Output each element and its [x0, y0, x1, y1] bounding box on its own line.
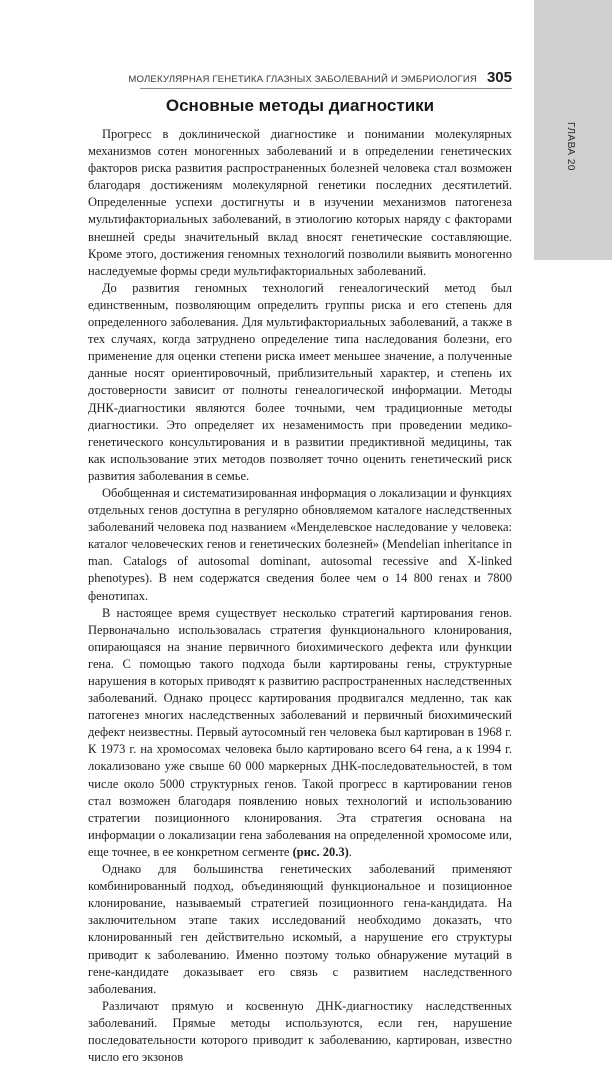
- paragraph-2: До развития геномных технологий генеалогический метод был единственным, позволяющим определить группы риска и его степень для определенного заболевания. Для мультифакториальных заболеваний, а также в тех случаях, когда затруднено определение типа наследования болезни, его применение для оценки степени риска имеет меньшее значение, а полученные данные носят ориентировочный, приблизительный характер, и степень их достоверности зависит от полноты генеалогической информации. Методы ДНК-диагностики являются более точными, чем традиционные методы диагностики. Это определяет их незаменимость при проведении медико-генетического консультирования и в развитии предиктивной медицины, так как использование этих методов позволяет точно оценить генетический риск развития заболевания в семье.: [88, 280, 512, 483]
- paragraph-4-text: В настоящее время существует несколько стратегий картирования генов. Первоначально использовалась стратегия функционального клонирования, опирающаяся на знание первичного биохимического дефекта или функции гена. С помощью такого подхода были картированы гены, структурные нарушения в которых приводят к развитию распространенных наследственных заболеваний. Однако процесс картирования продвигался медленно, так как патогенез многих наследственных заболеваний и первичный биохимический дефект неизвестны. Первый аутосомный ген человека был картирован в 1968 г. К 1973 г. на хромосомах человека было картировано всего 64 гена, а к 1994 г. локализовано уже свыше 60 000 маркерных ДНК-последовательностей, в том числе около 5000 структурных генов. Такой прогресс в картировании генов стал возможен благодаря появлению новых технологий и использованию стратегии позиционного клонирования. Эта стратегия основана на информации о локализации гена заболевания на определенной хромосоме или, еще точнее, в ее конкретном сегменте: [88, 605, 512, 859]
- body-text: [88, 126, 512, 1065]
- page-number: 305: [486, 69, 512, 86]
- running-title: МОЛЕКУЛЯРНАЯ ГЕНЕТИКА ГЛАЗНЫХ ЗАБОЛЕВАНИЙ И ЭМБРИОЛОГИЯ: [128, 74, 477, 85]
- paragraph-3: Обобщенная и систематизированная информация о локализации и функциях отдельных генов доступна в регулярно обновляемом каталоге наследственных заболеваний человека под названием «Менделевское наследование у человека: каталог человеческих генов и генетических болезней» (Mendelian inheritance in man. Catalogs of autosomal dominant, autosomal recessive and X-linked phenotypes). В нем содержатся сведения более чем о 14 800 генах и 7800 фенотипах.: [88, 485, 512, 603]
- section-title: Основные методы диагностики: [165, 96, 435, 115]
- paragraph-4-end: .: [348, 844, 352, 859]
- figure-reference[interactable]: (рис. 20.3): [292, 844, 349, 859]
- chapter-tab-label: ГЛАВА 20: [565, 122, 576, 171]
- paragraph-4: [88, 605, 512, 861]
- header-divider: [140, 88, 512, 89]
- chapter-tab: [534, 0, 612, 260]
- paragraph-1: Прогресс в доклинической диагностике и понимании молекулярных механизмов сотен моногенных заболеваний и в определении генетических факторов риска развития распространенных болезней человека стал возможен благодаря достижениям молекулярной генетики последних десятилетий. Определенные успехи достигнуты и в изучении механизмов патогенеза мультифакториальных заболеваний, в этиологию которых наряду с факторами внешней среды значительный вклад вносят генетические составляющие. Кроме этого, достижения геномных технологий позволили выявить моногенно наследуемые формы среди мультифакториальных заболеваний.: [88, 127, 512, 278]
- paragraph-5: Однако для большинства генетических заболеваний применяют комбинированный подход, объединяющий функциональное и позиционное клонирование, называемый стратегией позиционного гена-кандидата. На заключительном этапе таких исследований необходимо доказать, что клонированный ген действительно искомый, а нарушение его структуры приводит к заболеванию. Именно поэтому только обнаружение мутаций в гене-кандидате доказывает его связь с развитием наследственного заболевания.: [88, 862, 512, 996]
- paragraph-6: Различают прямую и косвенную ДНК-диагностику наследственных заболеваний. Прямые методы используются, если ген, нарушение последовательности которого приводит к заболеванию, картирован, известно число его экзонов: [88, 998, 512, 1065]
- running-header: [128, 69, 512, 86]
